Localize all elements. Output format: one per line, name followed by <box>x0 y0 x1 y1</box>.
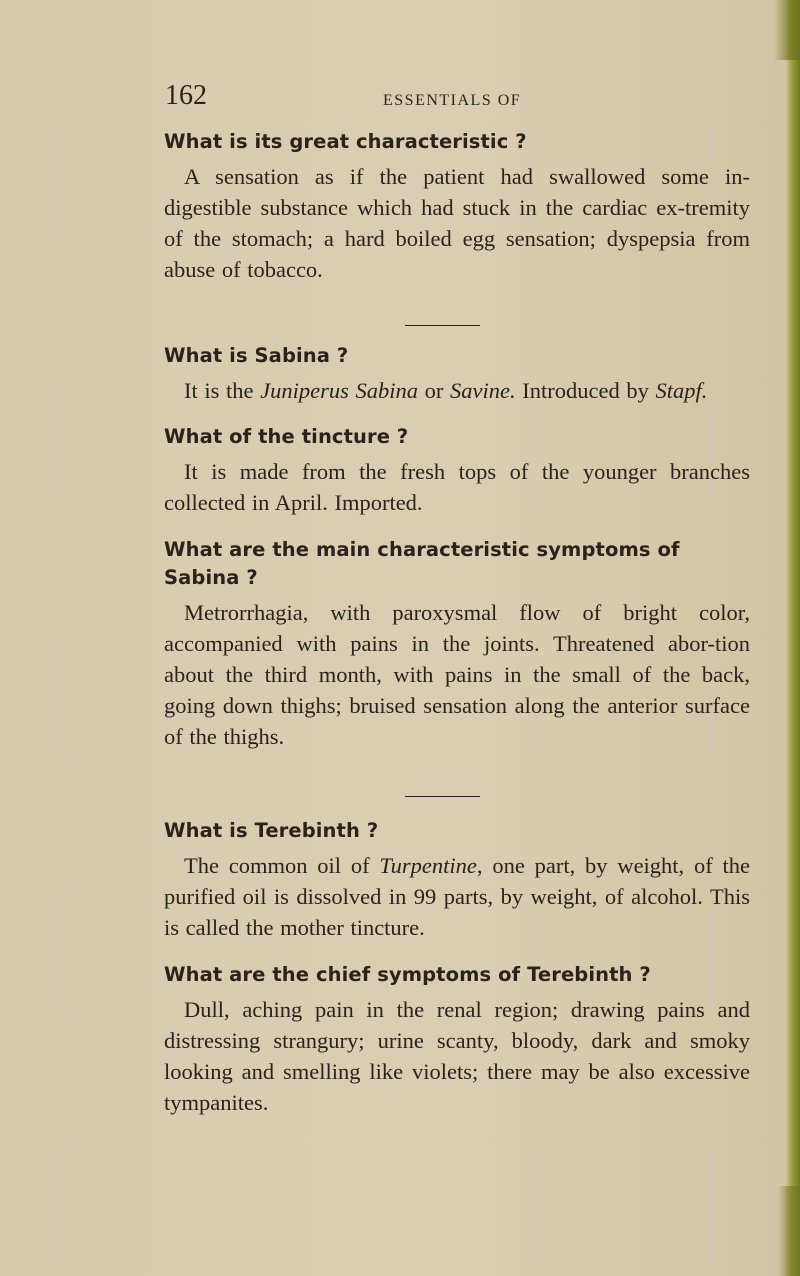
answer-text: It is the <box>184 378 261 403</box>
answer-paragraph: Dull, aching pain in the renal region; drawing pains and distressing strangury; urine scanty, bloody, dark and smoky looking and smelling like violets; there may be also excessive tympanites. <box>164 997 750 1115</box>
answer-italic-text: Savine. <box>450 378 516 403</box>
question-heading: What is Terebinth ? <box>164 819 379 842</box>
answer-text: The common oil of <box>184 853 380 878</box>
question-heading: What are the main characteristic symptoms of Sabina ? <box>164 538 680 589</box>
answer-text: , one part, by weight, of the purified oil is dissolved in 99 parts, by weight, of alcohol. This is called the mother tincture. <box>164 853 751 940</box>
answer-italic-text: Stapf. <box>655 378 708 403</box>
page-body <box>164 128 750 1118</box>
section-divider <box>405 325 480 326</box>
question-heading: What are the chief symptoms of Terebinth ? <box>164 963 651 986</box>
page-header <box>165 80 755 116</box>
answer-paragraph <box>164 850 750 943</box>
answer-text: or <box>418 378 450 403</box>
page-number: 162 <box>165 80 207 111</box>
question-heading: What is Sabina ? <box>164 344 349 367</box>
answer-paragraph <box>164 375 750 406</box>
page-edge-bottom-stain <box>778 1186 800 1276</box>
page-edge <box>786 0 800 1276</box>
section-divider <box>405 796 480 797</box>
question-heading: What is its great characteristic ? <box>164 130 527 153</box>
answer-text: Introduced by <box>515 378 656 403</box>
answer-italic-text: Turpentine <box>379 853 477 878</box>
answer-italic-text: Juniperus Sabina <box>260 378 418 403</box>
answer-paragraph: Metrorrhagia, with paroxysmal flow of bright color, accompanied with pains in the joints. Threatened abor-tion about the third month, with pains in the small of the back, going down thighs; bruised sensation along the anterior surface of the thighs. <box>164 600 750 749</box>
answer-paragraph: It is made from the fresh tops of the younger branches collected in April. Imported. <box>164 459 750 515</box>
page-edge-top-stain <box>774 0 800 60</box>
answer-paragraph: A sensation as if the patient had swallowed some in-digestible substance which had stuck in the cardiac ex-tremity of the stomach; a hard boiled egg sensation; dyspepsia from abuse of tobacco. <box>164 164 750 282</box>
running-head: ESSENTIALS OF <box>383 92 522 109</box>
question-heading: What of the tincture ? <box>164 425 409 448</box>
